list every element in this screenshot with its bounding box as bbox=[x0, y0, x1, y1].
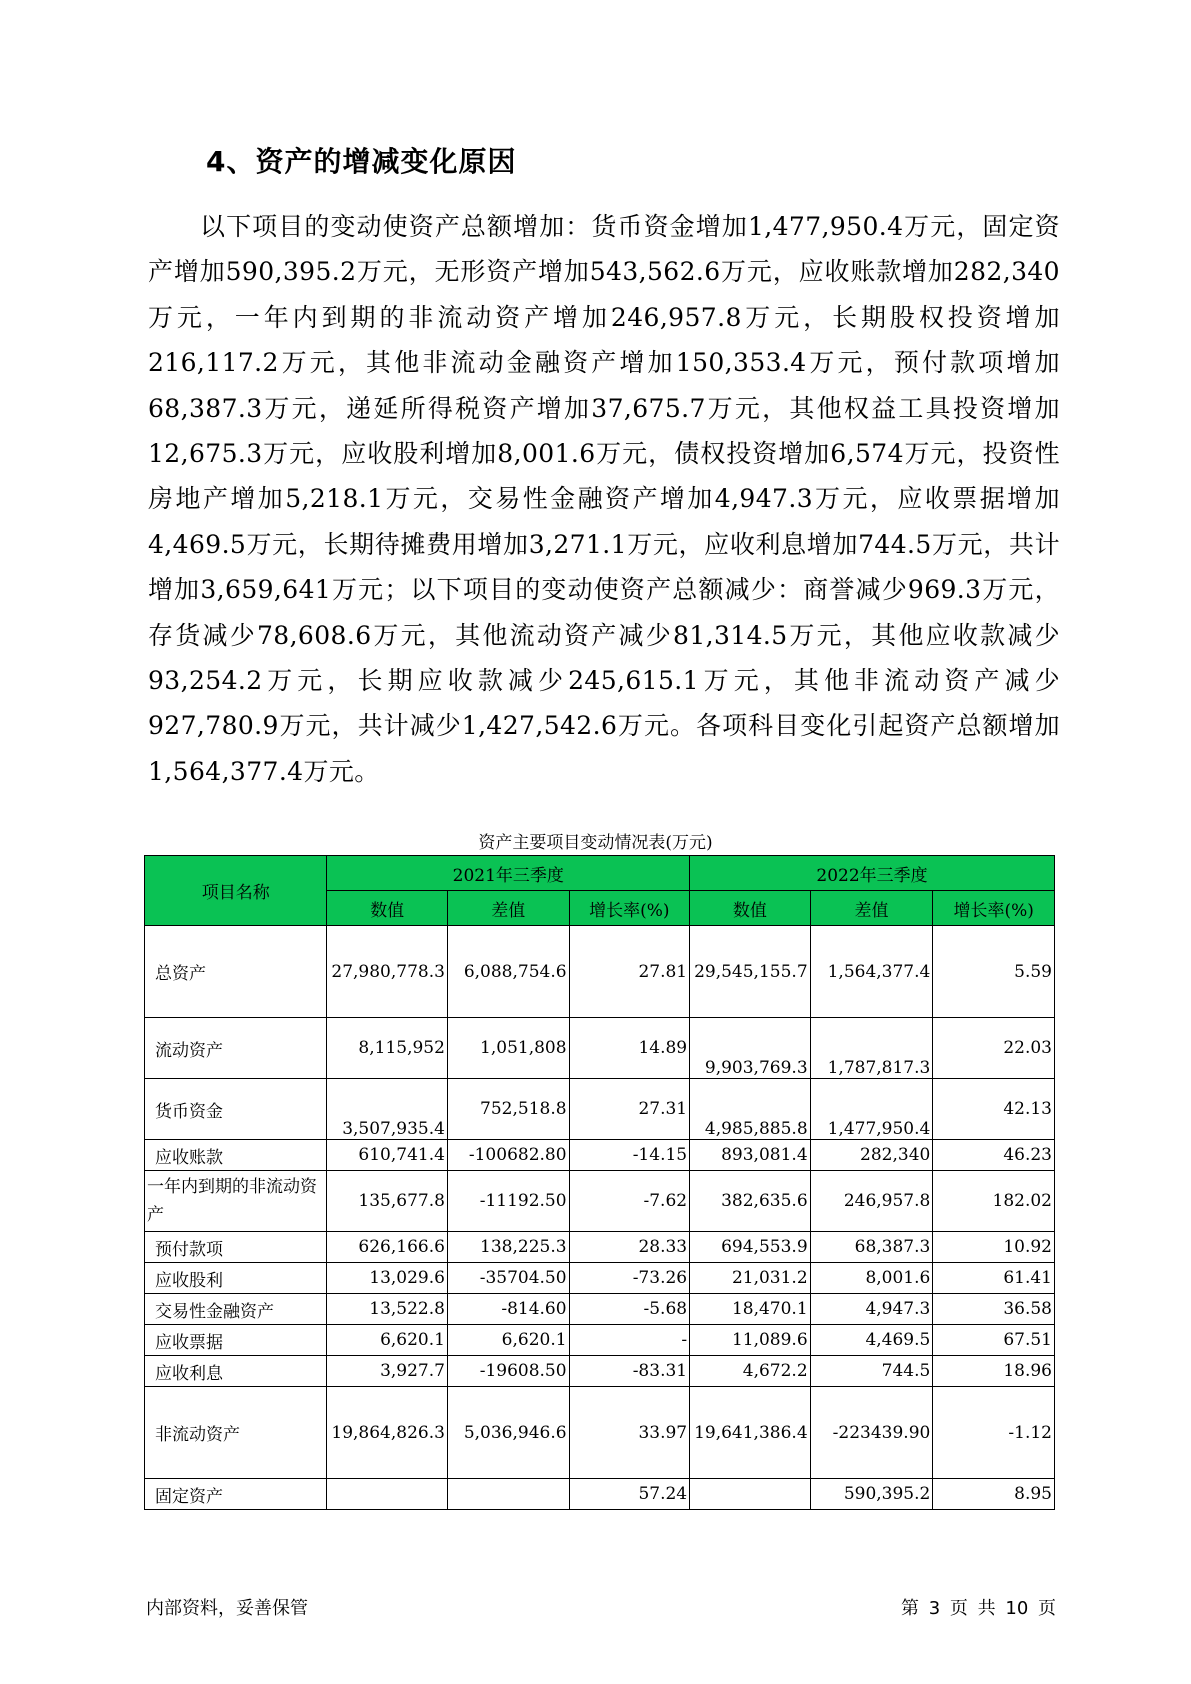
row-name: 流动资产 bbox=[145, 1018, 327, 1079]
section-heading: 4、资产的增减变化原因 bbox=[206, 145, 517, 178]
cell-diff-2022: 8,001.6 bbox=[810, 1263, 933, 1294]
cell-value-2022: 382,635.6 bbox=[690, 1171, 811, 1232]
header-value-2021: 数值 bbox=[327, 891, 448, 926]
cell-value-2022: 694,553.9 bbox=[690, 1232, 811, 1263]
cell-rate-2022: 36.58 bbox=[933, 1294, 1055, 1325]
header-item-name: 项目名称 bbox=[145, 856, 327, 926]
cell-diff-2022: 246,957.8 bbox=[810, 1171, 933, 1232]
cell-diff-2021: -100682.80 bbox=[447, 1140, 569, 1171]
cell-rate-2022: 10.92 bbox=[933, 1232, 1055, 1263]
cell-rate-2021: 27.81 bbox=[569, 926, 690, 1018]
cell-value-2021: 610,741.4 bbox=[327, 1140, 448, 1171]
cell-rate-2022: 22.03 bbox=[933, 1018, 1055, 1079]
row-name: 应收票据 bbox=[145, 1325, 327, 1356]
cell-diff-2021: 138,225.3 bbox=[447, 1232, 569, 1263]
header-period-2022: 2022年三季度 bbox=[690, 856, 1055, 891]
cell-rate-2021: -14.15 bbox=[569, 1140, 690, 1171]
cell-rate-2021: 33.97 bbox=[569, 1387, 690, 1479]
table-row bbox=[145, 1387, 1055, 1479]
row-name: 非流动资产 bbox=[145, 1387, 327, 1479]
header-rate-2022: 增长率(%) bbox=[933, 891, 1055, 926]
cell-diff-2022: 1,477,950.4 bbox=[810, 1079, 933, 1140]
table-row bbox=[145, 1079, 1055, 1140]
cell-rate-2022: -1.12 bbox=[933, 1387, 1055, 1479]
row-name: 交易性金融资产 bbox=[145, 1294, 327, 1325]
cell-value-2022: 893,081.4 bbox=[690, 1140, 811, 1171]
row-name: 货币资金 bbox=[145, 1079, 327, 1140]
table-row bbox=[145, 1263, 1055, 1294]
cell-diff-2022: 590,395.2 bbox=[810, 1479, 933, 1510]
table-row bbox=[145, 1232, 1055, 1263]
cell-rate-2022: 5.59 bbox=[933, 926, 1055, 1018]
row-name: 一年内到期的非流动资产 bbox=[145, 1171, 327, 1232]
cell-diff-2021: -814.60 bbox=[447, 1294, 569, 1325]
row-name: 固定资产 bbox=[145, 1479, 327, 1510]
cell-value-2021: 135,677.8 bbox=[327, 1171, 448, 1232]
header-diff-2021: 差值 bbox=[447, 891, 569, 926]
cell-diff-2021: 752,518.8 bbox=[447, 1079, 569, 1140]
row-name: 应收账款 bbox=[145, 1140, 327, 1171]
cell-value-2021: 6,620.1 bbox=[327, 1325, 448, 1356]
cell-value-2022: 11,089.6 bbox=[690, 1325, 811, 1356]
cell-value-2022 bbox=[690, 1479, 811, 1510]
cell-diff-2022: 68,387.3 bbox=[810, 1232, 933, 1263]
cell-diff-2021: 6,088,754.6 bbox=[447, 926, 569, 1018]
cell-diff-2021 bbox=[447, 1479, 569, 1510]
header-period-2021: 2021年三季度 bbox=[327, 856, 690, 891]
cell-rate-2022: 8.95 bbox=[933, 1479, 1055, 1510]
cell-rate-2022: 46.23 bbox=[933, 1140, 1055, 1171]
cell-value-2022: 4,672.2 bbox=[690, 1356, 811, 1387]
cell-diff-2022: -223439.90 bbox=[810, 1387, 933, 1479]
cell-diff-2022: 1,787,817.3 bbox=[810, 1018, 933, 1079]
cell-value-2022: 9,903,769.3 bbox=[690, 1018, 811, 1079]
cell-value-2021: 19,864,826.3 bbox=[327, 1387, 448, 1479]
table-row bbox=[145, 1171, 1055, 1232]
cell-value-2021 bbox=[327, 1479, 448, 1510]
cell-diff-2022: 1,564,377.4 bbox=[810, 926, 933, 1018]
table-caption: 资产主要项目变动情况表(万元) bbox=[478, 833, 713, 853]
cell-rate-2022: 182.02 bbox=[933, 1171, 1055, 1232]
table-row bbox=[145, 926, 1055, 1018]
cell-value-2022: 29,545,155.7 bbox=[690, 926, 811, 1018]
row-name: 总资产 bbox=[145, 926, 327, 1018]
cell-value-2021: 8,115,952 bbox=[327, 1018, 448, 1079]
cell-diff-2021: 1,051,808 bbox=[447, 1018, 569, 1079]
table-row bbox=[145, 1018, 1055, 1079]
cell-diff-2021: -19608.50 bbox=[447, 1356, 569, 1387]
cell-value-2022: 4,985,885.8 bbox=[690, 1079, 811, 1140]
cell-rate-2021: - bbox=[569, 1325, 690, 1356]
cell-rate-2021: 14.89 bbox=[569, 1018, 690, 1079]
cell-value-2022: 21,031.2 bbox=[690, 1263, 811, 1294]
footer-confidential-note: 内部资料，妥善保管 bbox=[146, 1598, 308, 1619]
cell-diff-2022: 744.5 bbox=[810, 1356, 933, 1387]
cell-diff-2021: -35704.50 bbox=[447, 1263, 569, 1294]
footer-page-number: 第 3 页 共 10 页 bbox=[901, 1598, 1056, 1619]
cell-rate-2021: -5.68 bbox=[569, 1294, 690, 1325]
table-row bbox=[145, 1294, 1055, 1325]
cell-rate-2022: 61.41 bbox=[933, 1263, 1055, 1294]
cell-diff-2021: 5,036,946.6 bbox=[447, 1387, 569, 1479]
body-paragraph: 以下项目的变动使资产总额增加：货币资金增加1,477,950.4万元，固定资产增加590,395.2万元，无形资产增加543,562.6万元，应收账款增加282,340万元，一年内到期的非流动资产增加246,957.8万元，长期股权投资增加216,117.2万元，其他非流动金融资产增加150,353.4万元，预付款项增加68,387.3万元，递延所得税资产增加37,675.7万元，其他权益工具投资增加12,675.3万元，应收股利增加8,001.6万元，债权投资增加6,574万元，投资性房地产增加5,218.1万元，交易性金融资产增加4,947.3万元，应收票据增加4,469.5万元，长期待摊费用增加3,271.1万元，应收利息增加744.5万元，共计增加3,659,641万元；以下项目的变动使资产总额减少：商誉减少969.3万元，存货减少78,608.6万元，其他流动资产减少81,314.5万元，其他应收款减少93,254.2万元，长期应收款减少245,615.1万元，其他非流动资产减少927,780.9万元，共计减少1,427,542.6万元。各项科目变化引起资产总额增加1,564,377.4万元。 bbox=[148, 212, 1060, 786]
cell-rate-2021: -73.26 bbox=[569, 1263, 690, 1294]
cell-value-2022: 19,641,386.4 bbox=[690, 1387, 811, 1479]
header-diff-2022: 差值 bbox=[810, 891, 933, 926]
cell-rate-2021: -7.62 bbox=[569, 1171, 690, 1232]
cell-value-2022: 18,470.1 bbox=[690, 1294, 811, 1325]
cell-rate-2021: 28.33 bbox=[569, 1232, 690, 1263]
asset-change-table bbox=[144, 855, 1055, 1510]
table-row bbox=[145, 1140, 1055, 1171]
cell-rate-2021: 27.31 bbox=[569, 1079, 690, 1140]
header-rate-2021: 增长率(%) bbox=[569, 891, 690, 926]
cell-diff-2022: 4,469.5 bbox=[810, 1325, 933, 1356]
cell-diff-2022: 4,947.3 bbox=[810, 1294, 933, 1325]
row-name: 预付款项 bbox=[145, 1232, 327, 1263]
cell-rate-2022: 18.96 bbox=[933, 1356, 1055, 1387]
row-name: 应收股利 bbox=[145, 1263, 327, 1294]
table-row bbox=[145, 1356, 1055, 1387]
row-name: 应收利息 bbox=[145, 1356, 327, 1387]
cell-value-2021: 13,029.6 bbox=[327, 1263, 448, 1294]
cell-diff-2021: 6,620.1 bbox=[447, 1325, 569, 1356]
cell-rate-2021: -83.31 bbox=[569, 1356, 690, 1387]
cell-value-2021: 626,166.6 bbox=[327, 1232, 448, 1263]
cell-value-2021: 13,522.8 bbox=[327, 1294, 448, 1325]
cell-value-2021: 3,507,935.4 bbox=[327, 1079, 448, 1140]
cell-value-2021: 27,980,778.3 bbox=[327, 926, 448, 1018]
table-row bbox=[145, 1325, 1055, 1356]
cell-rate-2021: 57.24 bbox=[569, 1479, 690, 1510]
cell-rate-2022: 67.51 bbox=[933, 1325, 1055, 1356]
table-row bbox=[145, 1479, 1055, 1510]
cell-diff-2022: 282,340 bbox=[810, 1140, 933, 1171]
cell-value-2021: 3,927.7 bbox=[327, 1356, 448, 1387]
cell-rate-2022: 42.13 bbox=[933, 1079, 1055, 1140]
cell-diff-2021: -11192.50 bbox=[447, 1171, 569, 1232]
header-value-2022: 数值 bbox=[690, 891, 811, 926]
